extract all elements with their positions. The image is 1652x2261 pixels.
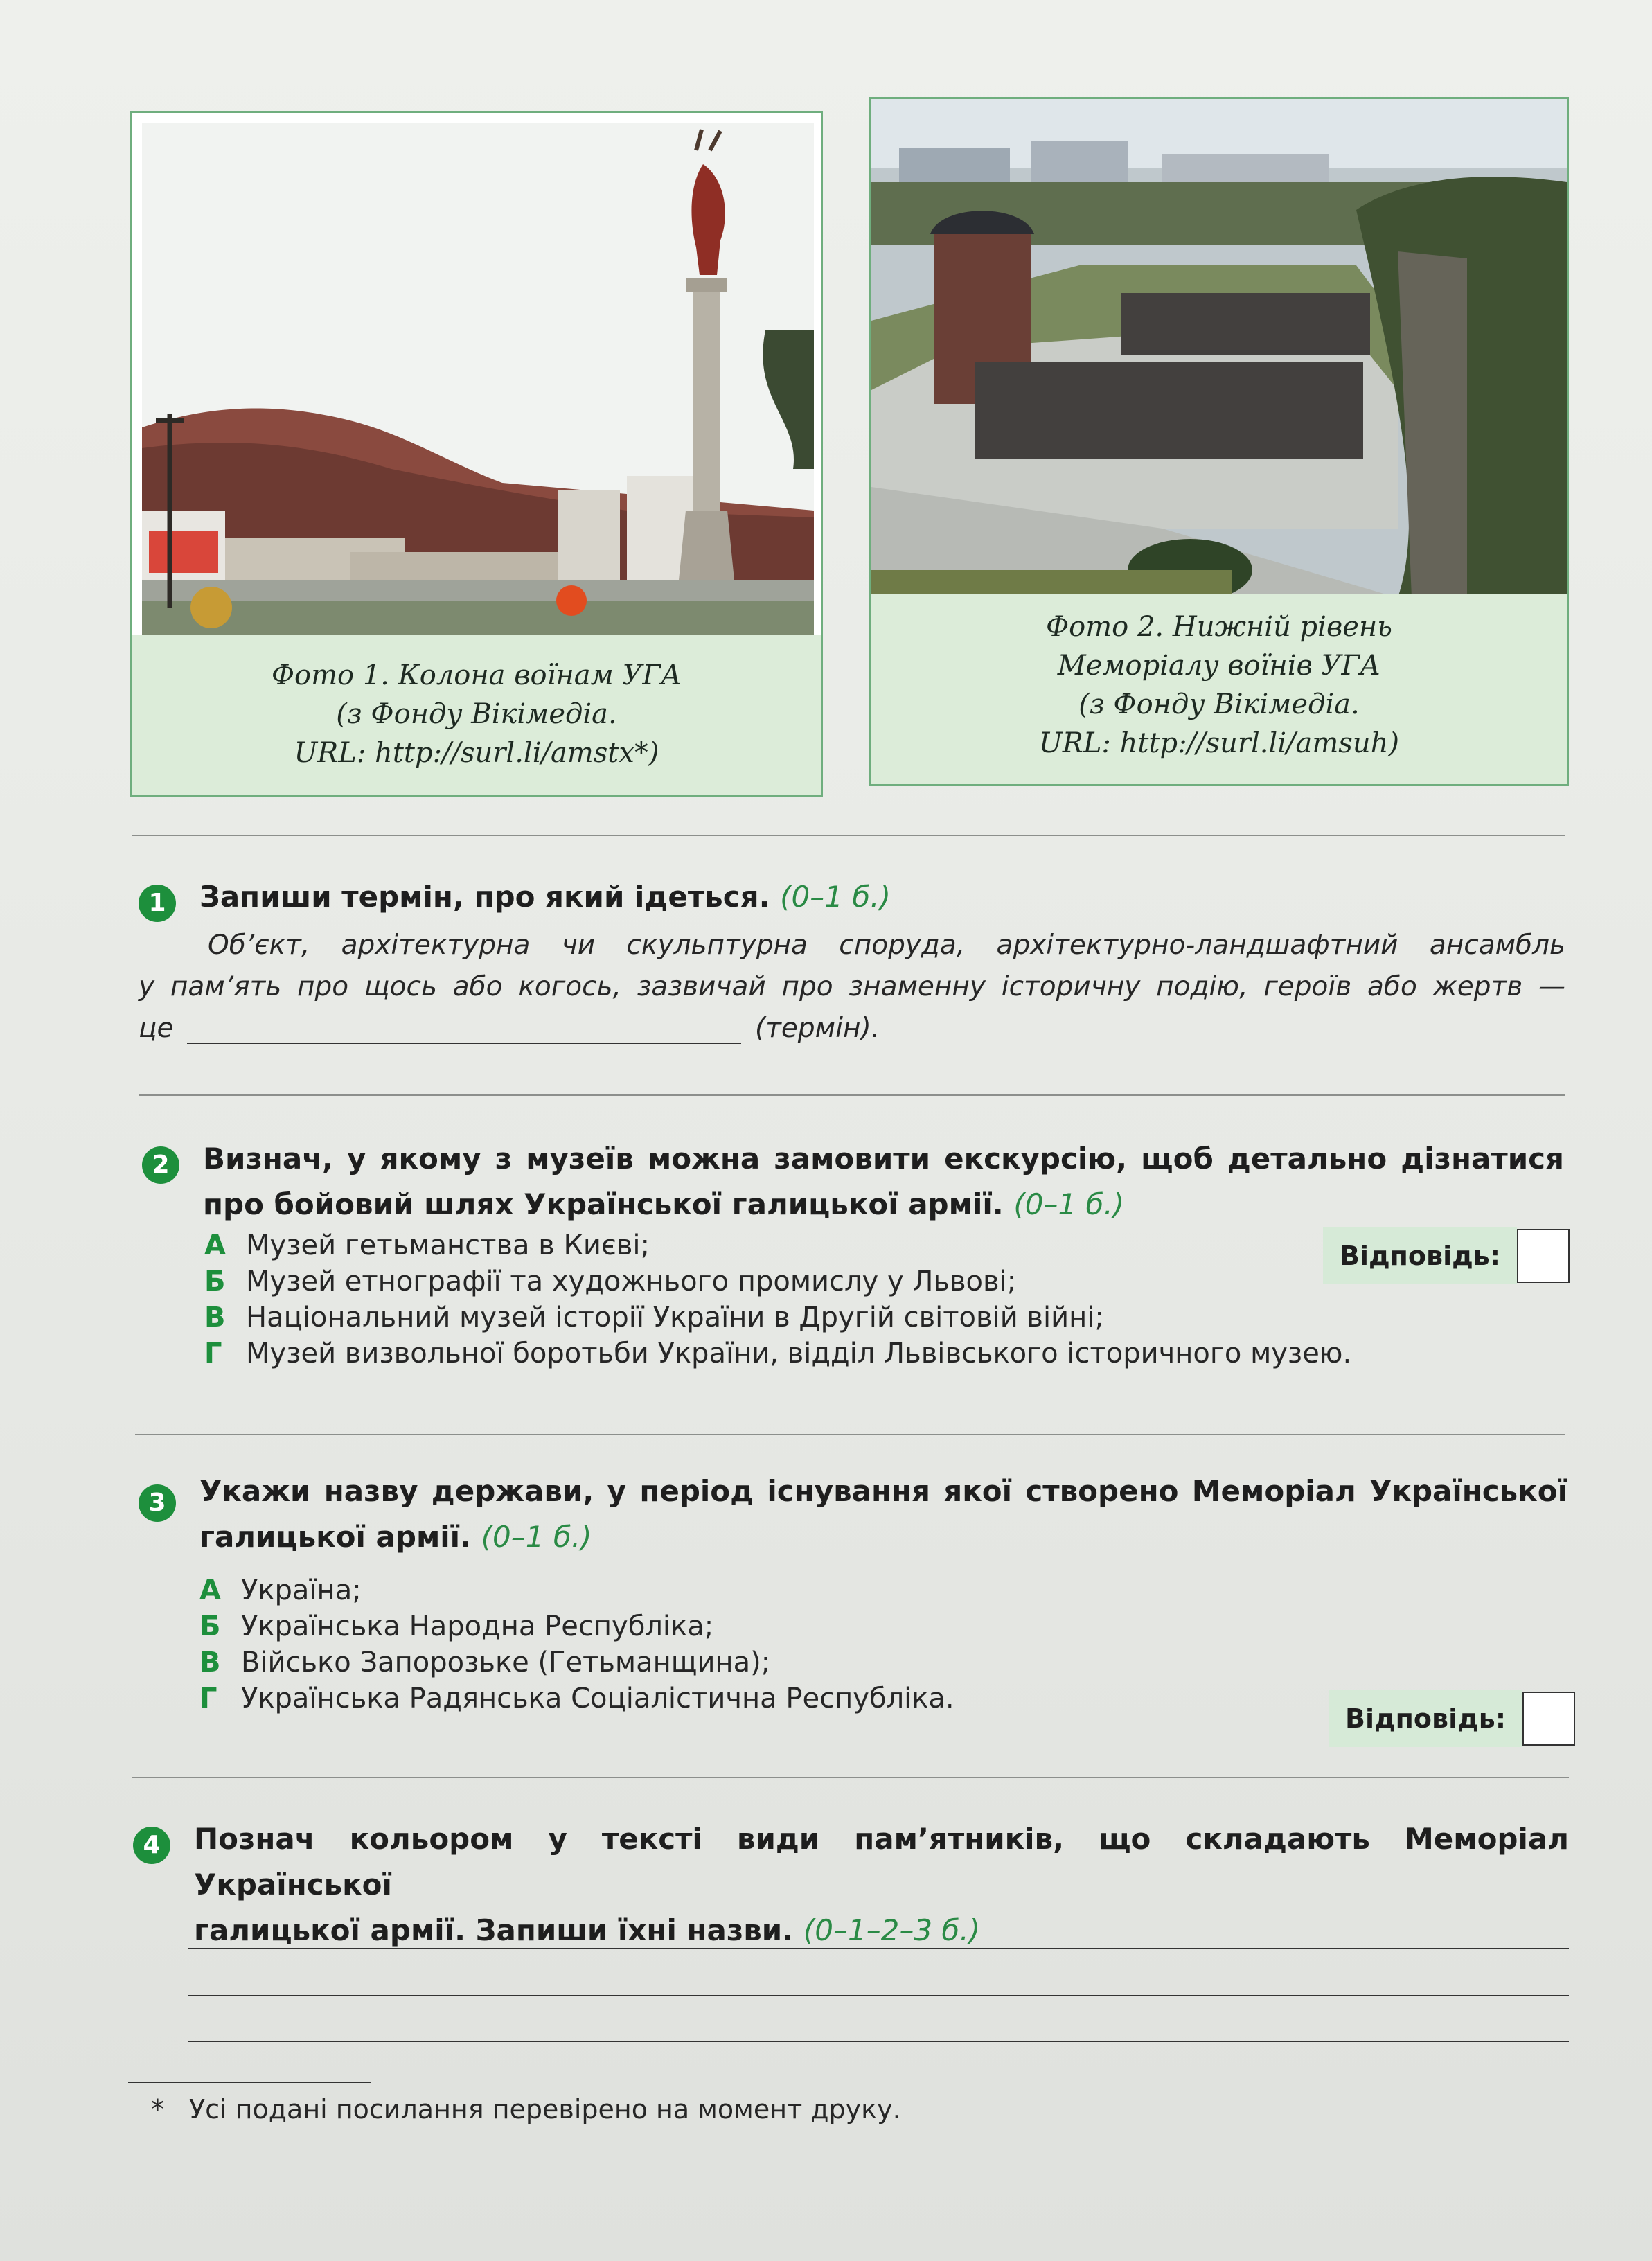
question1-text-line2: у пам’ять про щось або когось, зазвичай про знаменну історичну подію, героїв або жертв — <box>139 971 1565 1002</box>
question1-title <box>199 874 891 920</box>
option-letter: В <box>204 1302 226 1333</box>
question2-option-h[interactable] <box>204 1334 1351 1373</box>
question4-title-line2 <box>194 1908 1569 1953</box>
photo1-caption-line: (з Фонду Вікімедіа. <box>336 698 617 730</box>
question3-option-v[interactable] <box>199 1643 770 1682</box>
option-text: Військо Запорозьке (Гетьманщина); <box>241 1647 771 1678</box>
question4-points: (0–1–2–3 б.) <box>803 1913 981 1947</box>
option-text: Українська Радянська Соціалістична Республіка. <box>241 1683 954 1714</box>
option-letter: Б <box>199 1611 221 1642</box>
option-letter: В <box>199 1647 221 1678</box>
question3-title-line1: Укажи назву держави, у період існування якої створено Меморіал Української <box>199 1474 1567 1508</box>
question4-answer-line-3[interactable] <box>188 2041 1569 2042</box>
memorial-lower-level-photo-icon <box>871 99 1567 598</box>
photo1-image <box>142 123 811 635</box>
footnote-mark: * <box>151 2094 164 2125</box>
answer-label: Відповідь: <box>1323 1227 1517 1284</box>
question3-points: (0–1 б.) <box>481 1520 592 1554</box>
question2-title-line1: Визнач, у якому з музеїв можна замовити екскурсію, щоб детально дізнатися <box>203 1142 1564 1176</box>
question2-title-line2-text: про бойовий шлях Української галицької армії. <box>203 1187 1004 1221</box>
question2-title-line2 <box>203 1182 1564 1227</box>
photo2-caption <box>871 594 1567 784</box>
question3-answer-box[interactable] <box>1522 1692 1575 1746</box>
section-divider <box>139 1094 1565 1096</box>
question1-fill-row <box>139 1008 1565 1049</box>
footnote <box>151 2091 901 2128</box>
question4-title-line1: Познач кольором у тексті види пам’ятників, що складають Меморіал Української <box>194 1822 1569 1901</box>
question3-title <box>199 1469 1567 1560</box>
photo1-caption <box>132 635 821 795</box>
question4-number-badge: 4 <box>133 1827 170 1864</box>
question3-number-badge: 3 <box>139 1484 176 1522</box>
option-text: Українська Народна Республіка; <box>241 1611 714 1642</box>
photo2-frame <box>869 97 1569 786</box>
photo1-frame <box>130 111 823 797</box>
option-letter: А <box>199 1575 221 1606</box>
answer-label: Відповідь: <box>1329 1690 1522 1747</box>
footnote-divider <box>128 2082 371 2083</box>
question1-points: (0–1 б.) <box>780 880 891 914</box>
question2-title <box>203 1136 1564 1227</box>
question1-prefix: це <box>139 1013 174 1044</box>
question4-title-line2-text: галицької армії. Запиши їхні назви. <box>194 1913 794 1947</box>
photo2-caption-line: (з Фонду Вікімедіа. <box>1078 689 1360 720</box>
option-text: Національний музей історії України в Другій світовій війні; <box>246 1302 1104 1333</box>
question4-title <box>194 1816 1569 1953</box>
question2-number-badge: 2 <box>142 1146 179 1184</box>
option-text: Музей гетьманства в Києві; <box>246 1230 650 1261</box>
question1-text-line1: Об’єкт, архітектурна чи скульптурна споруда, архітектурно-ландшафтний ансамбль <box>208 930 1565 961</box>
question2-option-a[interactable] <box>204 1226 650 1265</box>
question2-option-v[interactable] <box>204 1298 1104 1337</box>
photo1-caption-line: URL: http://surl.li/amstx*) <box>294 737 659 769</box>
photo1-caption-line: Фото 1. Колона воїнам УГА <box>271 659 682 691</box>
photo2-caption-line: Меморіалу воїнів УГА <box>1057 650 1381 682</box>
option-text: Музей етнографії та художнього промислу у Львові; <box>246 1266 1017 1297</box>
question2-answer-box[interactable] <box>1517 1229 1570 1283</box>
question3-option-b[interactable] <box>199 1607 713 1646</box>
question3-option-h[interactable] <box>199 1679 954 1718</box>
section-divider <box>132 1777 1569 1778</box>
option-letter: Б <box>204 1266 226 1297</box>
question2-answer <box>1323 1227 1570 1284</box>
question3-answer <box>1329 1690 1575 1747</box>
photo2-image <box>871 99 1567 598</box>
question2-option-b[interactable] <box>204 1262 1016 1301</box>
question3-title-line2 <box>199 1514 1567 1560</box>
question4-answer-line-1[interactable] <box>188 1948 1569 1949</box>
question1-term-input[interactable] <box>187 1043 741 1044</box>
option-letter: Г <box>199 1683 217 1714</box>
question1-title-text: Запиши термін, про який ідеться. <box>199 880 770 914</box>
option-letter: А <box>204 1230 226 1261</box>
option-text: Україна; <box>241 1575 362 1606</box>
question1-number-badge: 1 <box>139 885 176 922</box>
question1-suffix: (термін). <box>755 1013 880 1044</box>
footnote-text: Усі подані посилання перевірено на момент друку. <box>189 2094 901 2125</box>
photo2-caption-line: Фото 2. Нижній рівень <box>1045 611 1393 643</box>
question2-points: (0–1 б.) <box>1013 1187 1125 1221</box>
section-divider <box>132 835 1565 836</box>
memorial-column-photo-icon <box>142 123 814 635</box>
question1-text <box>139 925 1565 1049</box>
section-divider <box>135 1434 1565 1435</box>
photo2-caption-line: URL: http://surl.li/amsuh) <box>1039 727 1399 759</box>
option-text: Музей визвольної боротьби України, відділ Львівського історичного музею. <box>246 1338 1352 1369</box>
option-letter: Г <box>204 1338 222 1369</box>
question3-title-line2-text: галицької армії. <box>199 1520 472 1554</box>
question4-answer-line-2[interactable] <box>188 1995 1569 1996</box>
question3-option-a[interactable] <box>199 1571 362 1610</box>
